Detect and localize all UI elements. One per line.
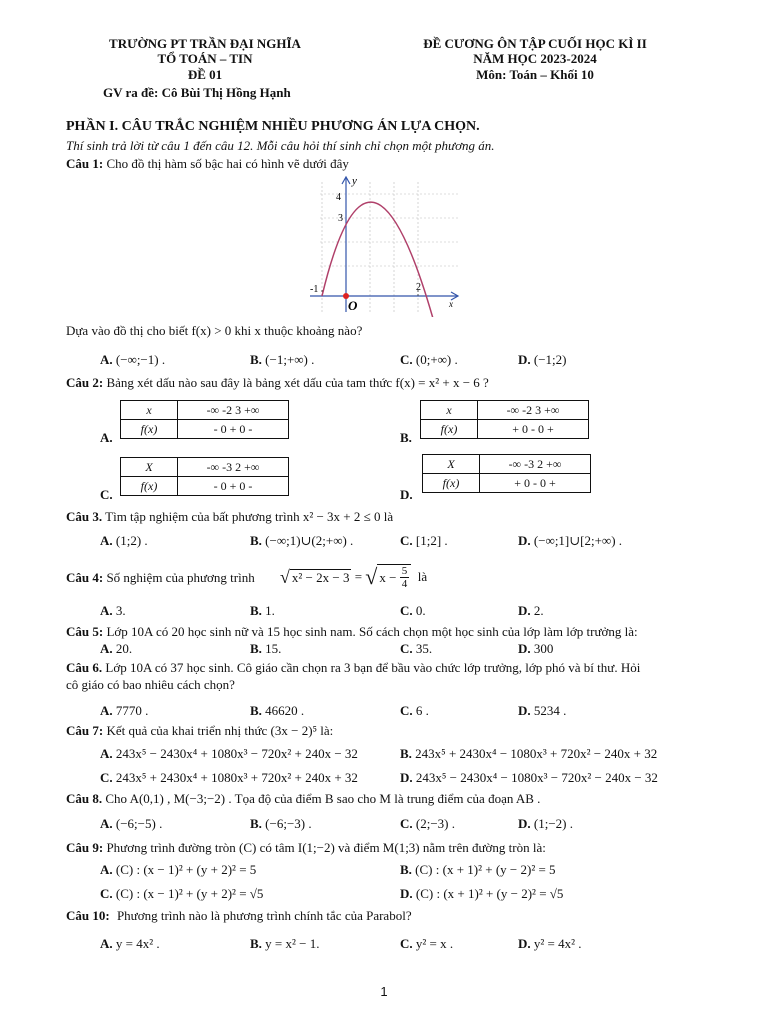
part1-heading: PHẦN I. CÂU TRẮC NGHIỆM NHIỀU PHƯƠNG ÁN LỰA CHỌN. [66, 119, 480, 134]
fraction-denominator: 4 [401, 578, 408, 590]
option-a[interactable]: A. 20. [100, 641, 133, 656]
question-label: Câu 2: [66, 375, 104, 390]
question-text: Lớp 10A có 20 học sinh nữ và 15 học sinh nam. Số cách chọn một học sinh của lớp làm lớp trưởng là: [106, 624, 638, 639]
option-d[interactable]: D. y² = 4x² . [518, 936, 582, 951]
origin-label: O [348, 298, 358, 313]
question-text: Kết quả của khai triển nhị thức (3x − 2)⁵ là: [106, 723, 334, 738]
option-a-label[interactable]: A. [100, 430, 113, 445]
question-label: Câu 5: [66, 624, 104, 639]
question-5 [66, 624, 638, 640]
sign-table-a[interactable]: x -∞ -2 3 +∞ f(x) - 0 + 0 - [120, 400, 289, 439]
option-d[interactable]: D. (−∞;1]∪[2;+∞) . [518, 533, 623, 548]
option-a[interactable]: A. 3. [100, 603, 126, 618]
option-b[interactable]: B. (−6;−3) . [250, 816, 312, 831]
option-d-label[interactable]: D. [400, 487, 413, 502]
option-c[interactable]: C. (0;+∞) . [400, 352, 458, 367]
question-text: Cho A(0,1) , M(−3;−2) . Tọa độ của điểm B sao cho M là trung điểm của đoạn AB . [105, 791, 541, 806]
subject-grade: Môn: Toán – Khối 10 [476, 67, 594, 82]
option-d[interactable]: D. (1;−2) . [518, 816, 573, 831]
question-9 [66, 840, 546, 856]
question-label: Câu 7: [66, 723, 104, 738]
fraction-numerator: 5 [401, 565, 408, 577]
question-label: Câu 8. [66, 791, 103, 806]
option-c[interactable]: C. 0. [400, 603, 426, 618]
option-c[interactable]: C. 35. [400, 641, 433, 656]
radicand-1: x² − 2x − 3 [291, 569, 350, 585]
part1-instruction: Thí sinh trả lời từ câu 1 đến câu 12. Mỗi câu hỏi thí sinh chỉ chọn một phương án. [66, 138, 495, 153]
option-c[interactable]: C. y² = x . [400, 936, 454, 951]
equals-sign: = [351, 569, 366, 584]
question-1 [66, 156, 349, 172]
question-text: Phương trình nào là phương trình chính tắc của Parabol? [116, 908, 412, 923]
question-tail: là [411, 569, 428, 584]
sign-table-d[interactable]: X -∞ -3 2 +∞ f(x) + 0 - 0 + [422, 454, 591, 493]
question-10 [66, 908, 412, 924]
equation-q4: √ x² − 2x − 3 = √ x − $\frac{5}{4}$ là [280, 564, 428, 590]
option-b[interactable]: B. (C) : (x + 1)² + (y − 2)² = 5 [400, 862, 556, 877]
y-axis-label: y [352, 175, 357, 187]
option-d[interactable]: D. 300 [518, 641, 554, 656]
question-label: Câu 4: [66, 570, 104, 585]
school-year: NĂM HỌC 2023-2024 [473, 51, 597, 66]
option-b[interactable]: B. (−∞;1)∪(2;+∞) . [250, 533, 354, 548]
question-text: Số nghiệm của phương trình [106, 570, 255, 585]
option-b-label[interactable]: B. [400, 430, 412, 445]
fraction [400, 565, 410, 590]
document-title: ĐỀ CƯƠNG ÔN TẬP CUỐI HỌC KÌ II [423, 36, 647, 51]
question-label: Câu 6. [66, 660, 103, 675]
option-c[interactable]: C. [1;2] . [400, 533, 448, 548]
option-a[interactable]: A. 243x⁵ − 2430x⁴ + 1080x³ − 720x² + 240x − 32 [100, 746, 358, 761]
exam-code: ĐỀ 01 [187, 67, 223, 82]
school-name: TRƯỜNG PT TRẦN ĐẠI NGHĨA [109, 36, 301, 51]
option-d[interactable]: D. (−1;2) [518, 352, 567, 367]
option-d[interactable]: D. (C) : (x + 1)² + (y − 2)² = √5 [400, 886, 564, 901]
question-label: Câu 1: [66, 156, 104, 171]
option-b[interactable]: B. 15. [250, 641, 282, 656]
tick-label-4: 4 [336, 192, 341, 203]
option-a[interactable]: A. y = 4x² . [100, 936, 160, 951]
option-c[interactable]: C. 6 . [400, 703, 429, 718]
question-6-line2: cô giáo có bao nhiêu cách chọn? [66, 677, 235, 692]
option-c[interactable]: C. (2;−3) . [400, 816, 455, 831]
option-c[interactable]: C. 243x⁵ + 2430x⁴ + 1080x³ + 720x² + 240x + 32 [100, 770, 358, 785]
option-d[interactable]: D. 2. [518, 603, 544, 618]
parabola-graph [300, 172, 470, 317]
option-a[interactable]: A. (−∞;−1) . [100, 352, 166, 367]
option-c[interactable]: C. (C) : (x − 1)² + (y + 2)² = √5 [100, 886, 264, 901]
question-label: Câu 3. [66, 509, 103, 524]
page-number: 1 [380, 984, 388, 999]
question-text: Bảng xét dấu nào sau đây là bảng xét dấu của tam thức f(x) = x² + x − 6 ? [106, 375, 489, 390]
question-7 [66, 723, 333, 739]
question-label: Câu 10: [66, 908, 110, 923]
tick-label-2: 2 [416, 282, 421, 293]
option-a[interactable]: A. (−6;−5) . [100, 816, 163, 831]
question-text: Tìm tập nghiệm của bất phương trình x² − 3x + 2 ≤ 0 là [105, 509, 394, 524]
option-d[interactable]: D. 5234 . [518, 703, 567, 718]
option-b[interactable]: B. 243x⁵ + 2430x⁴ − 1080x³ + 720x² − 240x + 32 [400, 746, 658, 761]
tick-label-3: 3 [338, 213, 343, 224]
tick-label-minus-1: -1 [310, 284, 319, 295]
question-2 [66, 375, 489, 391]
question-8 [66, 791, 540, 807]
option-c-label[interactable]: C. [100, 487, 113, 502]
question-4 [66, 570, 255, 586]
option-a[interactable]: A. 7770 . [100, 703, 149, 718]
sign-table-c[interactable]: X -∞ -3 2 +∞ f(x) - 0 + 0 - [120, 457, 289, 496]
option-a[interactable]: A. (1;2) . [100, 533, 148, 548]
option-b[interactable]: B. (−1;+∞) . [250, 352, 315, 367]
question-3 [66, 509, 393, 525]
question-text: Cho đồ thị hàm số bậc hai có hình vẽ dưới đây [106, 156, 349, 171]
radicand-2 [377, 564, 411, 590]
question-6 [66, 660, 640, 676]
question-1-ask: Dựa vào đồ thị cho biết f(x) > 0 khi x thuộc khoảng nào? [66, 323, 363, 338]
option-d[interactable]: D. 243x⁵ − 2430x⁴ − 1080x³ − 720x² − 240x − 32 [400, 770, 658, 785]
option-b[interactable]: B. 1. [250, 603, 275, 618]
teacher-name: GV ra đề: Cô Bùi Thị Hồng Hạnh [103, 85, 291, 100]
department-name: TỔ TOÁN – TIN [157, 51, 253, 66]
x-axis-label: x [449, 299, 453, 309]
option-b[interactable]: B. y = x² − 1. [250, 936, 320, 951]
question-label: Câu 9: [66, 840, 104, 855]
option-a[interactable]: A. (C) : (x − 1)² + (y + 2)² = 5 [100, 862, 257, 877]
question-text: Lớp 10A có 37 học sinh. Cô giáo cần chọn ra 3 bạn để bầu vào chức lớp trưởng, lớp phó và bí thư. Hỏi [105, 660, 641, 675]
radicand-2-text: x − [379, 569, 400, 585]
sign-table-b[interactable]: x -∞ -2 3 +∞ f(x) + 0 - 0 + [420, 400, 589, 439]
option-b[interactable]: B. 46620 . [250, 703, 305, 718]
question-text: Phương trình đường tròn (C) có tâm I(1;−2) và điểm M(1;3) nằm trên đường tròn là: [106, 840, 546, 855]
